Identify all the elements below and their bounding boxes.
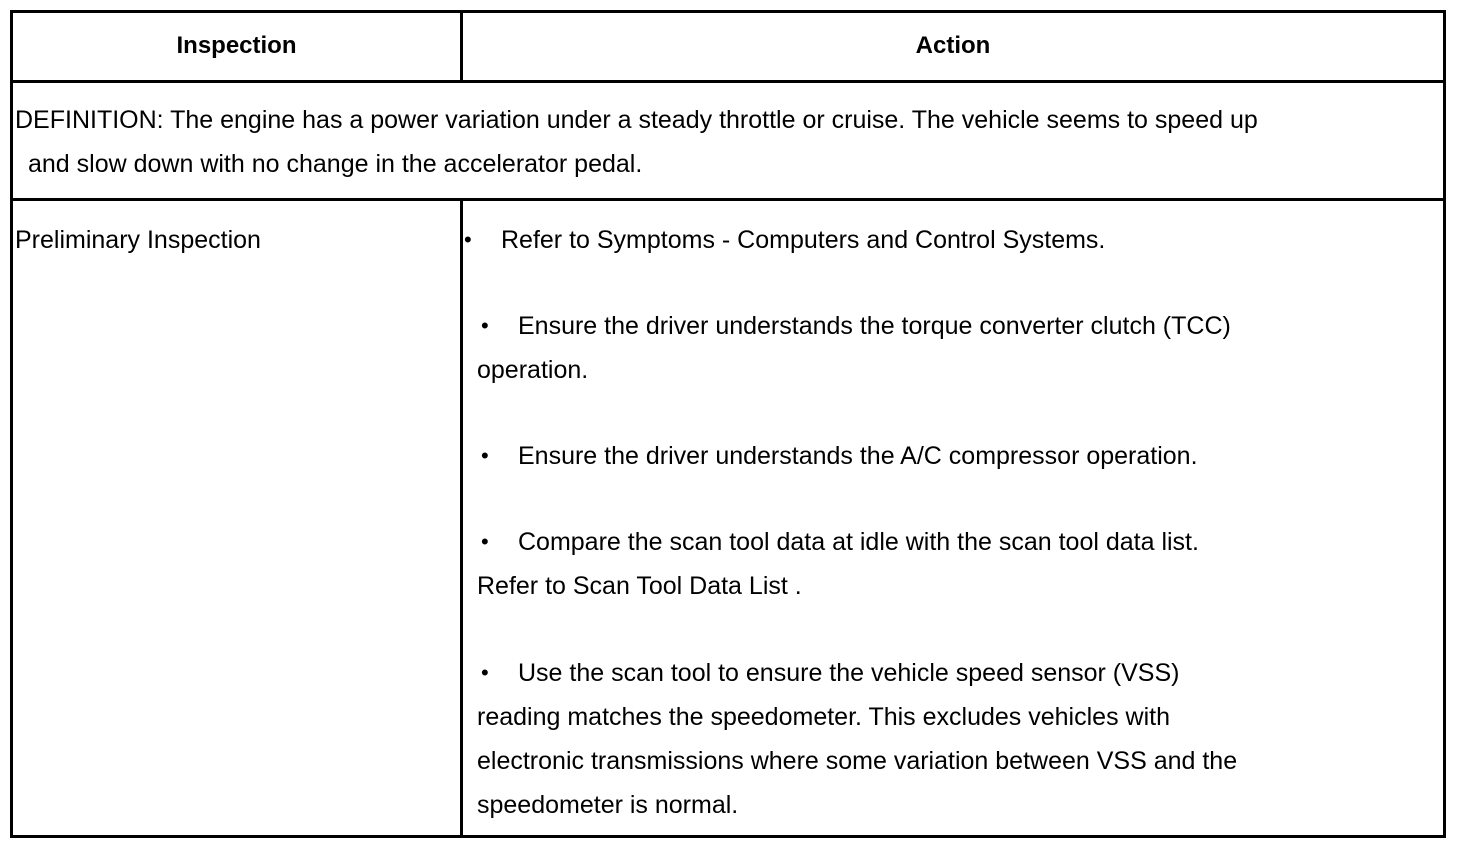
action-text-line: reading matches the speedometer. This excludes vehicles with [477, 703, 1170, 731]
definition-line-1: DEFINITION: The engine has a power variation under a steady throttle or cruise. The vehicle seems to speed up [15, 106, 1258, 134]
header-divider [13, 80, 1443, 83]
bullet-icon: • [464, 227, 472, 252]
action-text-line: Ensure the driver understands the torque converter clutch (TCC) [518, 312, 1231, 340]
action-text-line: Refer to Scan Tool Data List . [477, 572, 802, 600]
action-text-line: operation. [477, 356, 589, 384]
bullet-icon: • [481, 660, 489, 685]
header-inspection: Inspection [176, 32, 297, 59]
action-text-line: electronic transmissions where some variation between VSS and the [477, 747, 1238, 775]
body-column-divider [460, 201, 463, 835]
inspection-cell: Preliminary Inspection [15, 226, 261, 254]
action-text-line: Use the scan tool to ensure the vehicle speed sensor (VSS) [518, 659, 1180, 687]
action-text-line: Ensure the driver understands the A/C compressor operation. [518, 442, 1198, 470]
diagnostic-table [10, 10, 1446, 838]
header-action: Action [915, 32, 991, 59]
action-text-line: Refer to Symptoms - Computers and Control Systems. [501, 226, 1106, 254]
definition-divider [13, 198, 1443, 201]
bullet-icon: • [481, 529, 489, 554]
action-text-line: Compare the scan tool data at idle with the scan tool data list. [518, 528, 1199, 556]
bullet-icon: • [481, 443, 489, 468]
action-text-line: speedometer is normal. [477, 791, 739, 819]
definition-line-2: and slow down with no change in the accelerator pedal. [28, 150, 643, 178]
header-column-divider [460, 13, 463, 80]
bullet-icon: • [481, 313, 489, 338]
